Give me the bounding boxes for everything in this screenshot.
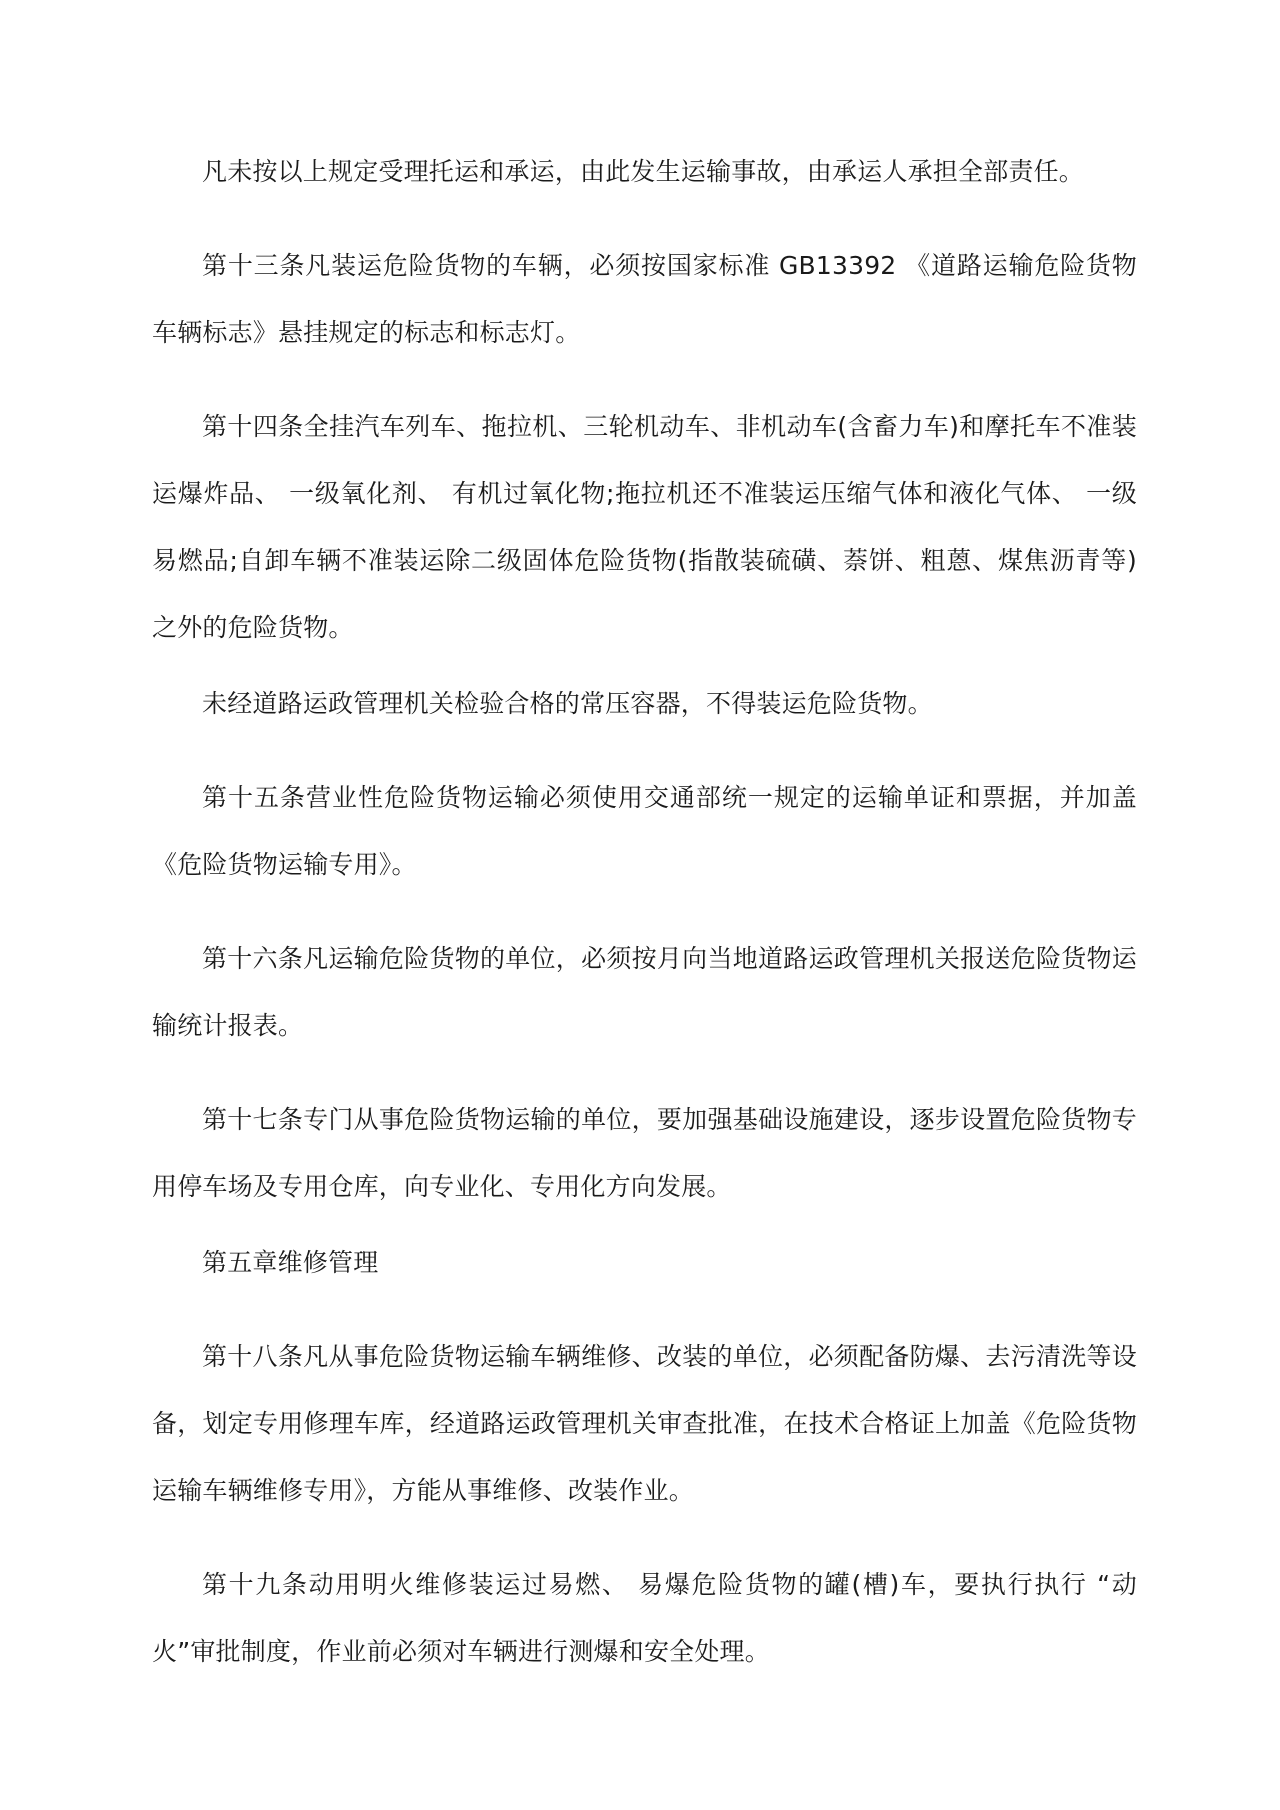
paragraph-article-14: 第十四条全挂汽车列车、拖拉机、三轮机动车、非机动车(含畜力车)和摩托车不准装运爆炸品、 一级氧化剂、 有机过氧化物;拖拉机还不准装运压缩气体和液化气体、 一级易燃品;自卸车辆不准装运除二级固体危险货物(指散装硫磺、萘饼、粗蒽、煤焦沥青等)之外的危险货物。 — [152, 412, 1137, 642]
document-body — [152, 138, 1137, 1685]
paragraph-article-16: 第十六条凡运输危险货物的单位，必须按月向当地道路运政管理机关报送危险货物运输统计报表。 — [152, 944, 1137, 1040]
paragraph-liability: 凡未按以上规定受理托运和承运，由此发生运输事故，由承运人承担全部责任。 — [202, 157, 1085, 186]
paragraph-article-15: 第十五条营业性危险货物运输必须使用交通部统一规定的运输单证和票据，并加盖《危险货物运输专用》。 — [152, 783, 1137, 879]
paragraph-pressure-vessels: 未经道路运政管理机关检验合格的常压容器，不得装运危险货物。 — [202, 689, 933, 718]
paragraph-article-18: 第十八条凡从事危险货物运输车辆维修、改装的单位，必须配备防爆、去污清洗等设备，划定专用修理车库，经道路运政管理机关审查批准，在技术合格证上加盖《危险货物运输车辆维修专用》，方能从事维修、改装作业。 — [152, 1342, 1137, 1505]
paragraph-article-19: 第十九条动用明火维修装运过易燃、 易爆危险货物的罐(槽)车，要执行执行 “动火”审批制度，作业前必须对车辆进行测爆和安全处理。 — [152, 1570, 1137, 1666]
chapter-heading: 第五章维修管理 — [202, 1248, 379, 1277]
paragraph-article-17: 第十七条专门从事危险货物运输的单位，要加强基础设施建设，逐步设置危险货物专用停车场及专用仓库，向专业化、专用化方向发展。 — [152, 1105, 1137, 1201]
paragraph-article-13: 第十三条凡装运危险货物的车辆，必须按国家标准 GB13392 《道路运输危险货物车辆标志》悬挂规定的标志和标志灯。 — [152, 251, 1137, 347]
